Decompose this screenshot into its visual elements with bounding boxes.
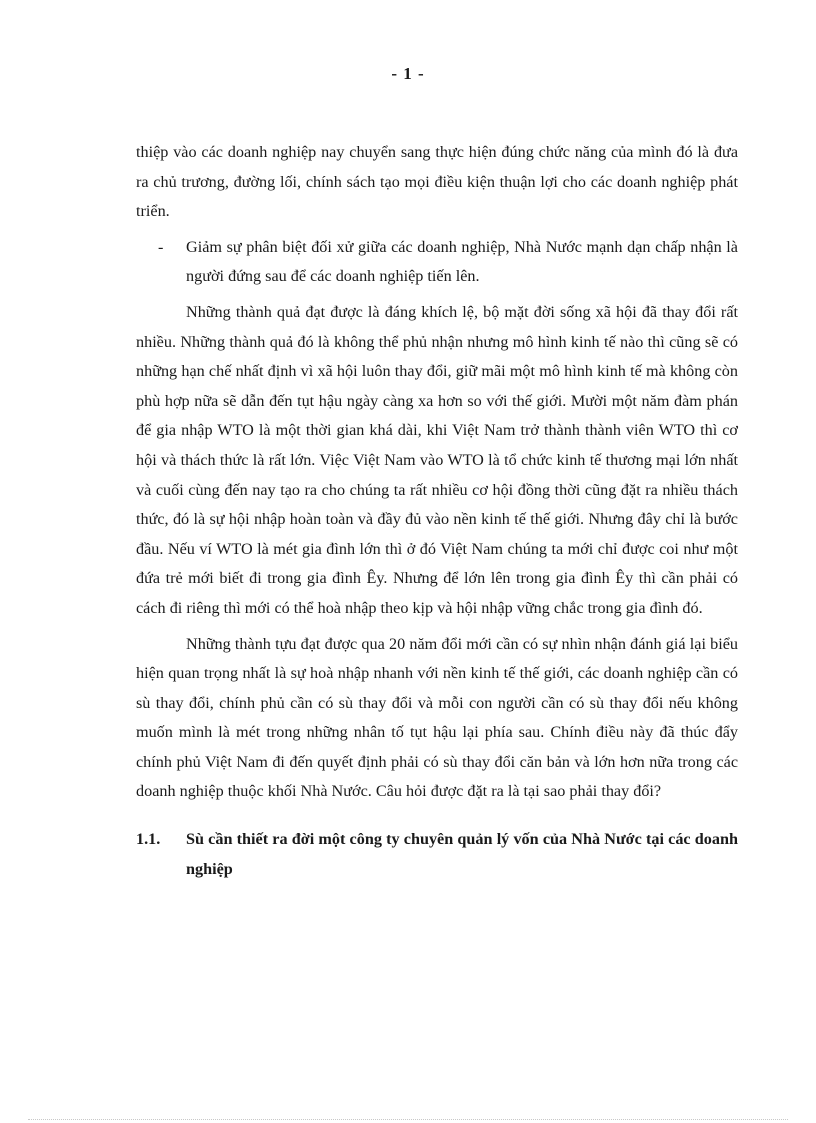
paragraph: Những thành tựu đạt được qua 20 năm đổi mới cần có sự nhìn nhận đánh giá lại biểu hiện quan trọng nhất là sự hoà nhập nhanh với nền kinh tế thế giới, các doanh nghiệp cần có sù thay đổi, chính phủ cần có sù thay đổi và mỗi con người cần có sù thay đổi nếu không muốn mình là mét trong những nhân tố tụt hậu lại phía sau. Chính điều này đã thúc đẩy chính phủ Việt Nam đi đến quyết định phải có sù thay đổi căn bản và lớn hơn nữa trong các doanh nghiệp thuộc khối Nhà Nước. Câu hỏi được đặt ra là tại sao phải thay đổi? (136, 634, 738, 801)
section-number: 1.1. (136, 830, 161, 849)
page-bottom-divider (28, 1119, 788, 1120)
section-title: Sù cần thiết ra đời một công ty chuyên quản lý vốn của Nhà Nước tại các doanh nghiệp (186, 830, 738, 878)
bullet-text: Giảm sự phân biệt đối xử giữa các doanh nghiệp, Nhà Nước mạnh dạn chấp nhận là người đứng sau để các doanh nghiệp tiến lên. (186, 237, 738, 286)
bullet-marker: - (158, 237, 164, 256)
section-heading (136, 825, 738, 884)
paragraph-continuation: thiệp vào các doanh nghiệp nay chuyển sang thực hiện đúng chức năng của mình đó là đưa ra chủ trương, đường lối, chính sách tạo mọi điều kiện thuận lợi cho các doanh nghiệp phát triển. (136, 143, 738, 221)
paragraph: Những thành quả đạt được là đáng khích lệ, bộ mặt đời sống xã hội đã thay đổi rất nhiều. Những thành quả đó là không thể phủ nhận nhưng mô hình kinh tế nào thì cũng sẽ có những hạn chế nhất định vì xã hội luôn thay đổi, giữ mãi một mô hình kinh tế mà không còn phù hợp nữa sẽ dẫn đến tụt hậu ngày càng xa hơn so với thế giới. Mười một năm đàm phán để gia nhập WTO là một thời gian khá dài, khi Việt Nam trở thành thành viên WTO thì cơ hội và thách thức là rất lớn. Việc Việt Nam vào WTO là tổ chức kinh tế thương mại lớn nhất và cuối cùng đến nay tạo ra cho chúng ta rất nhiều cơ hội đồng thời cũng đặt ra nhiều thách thức, đó là sự hội nhập hoàn toàn và đầy đủ vào nền kinh tế thế giới. Nhưng đây chỉ là bước đầu. Nếu ví WTO là mét gia đình lớn thì ở đó Việt Nam chúng ta mới chỉ được coi như một đứa trẻ mới biết đi trong gia đình Êy. Nhưng để lớn lên trong gia đình Êy thì cần phải có cách đi riêng thì mới có thể hoà nhập theo kịp và hội nhập vững chắc trong gia đình đó. (136, 302, 738, 617)
document-body (136, 138, 738, 884)
bullet-item (136, 233, 738, 292)
page-number: - 1 - (391, 64, 425, 83)
